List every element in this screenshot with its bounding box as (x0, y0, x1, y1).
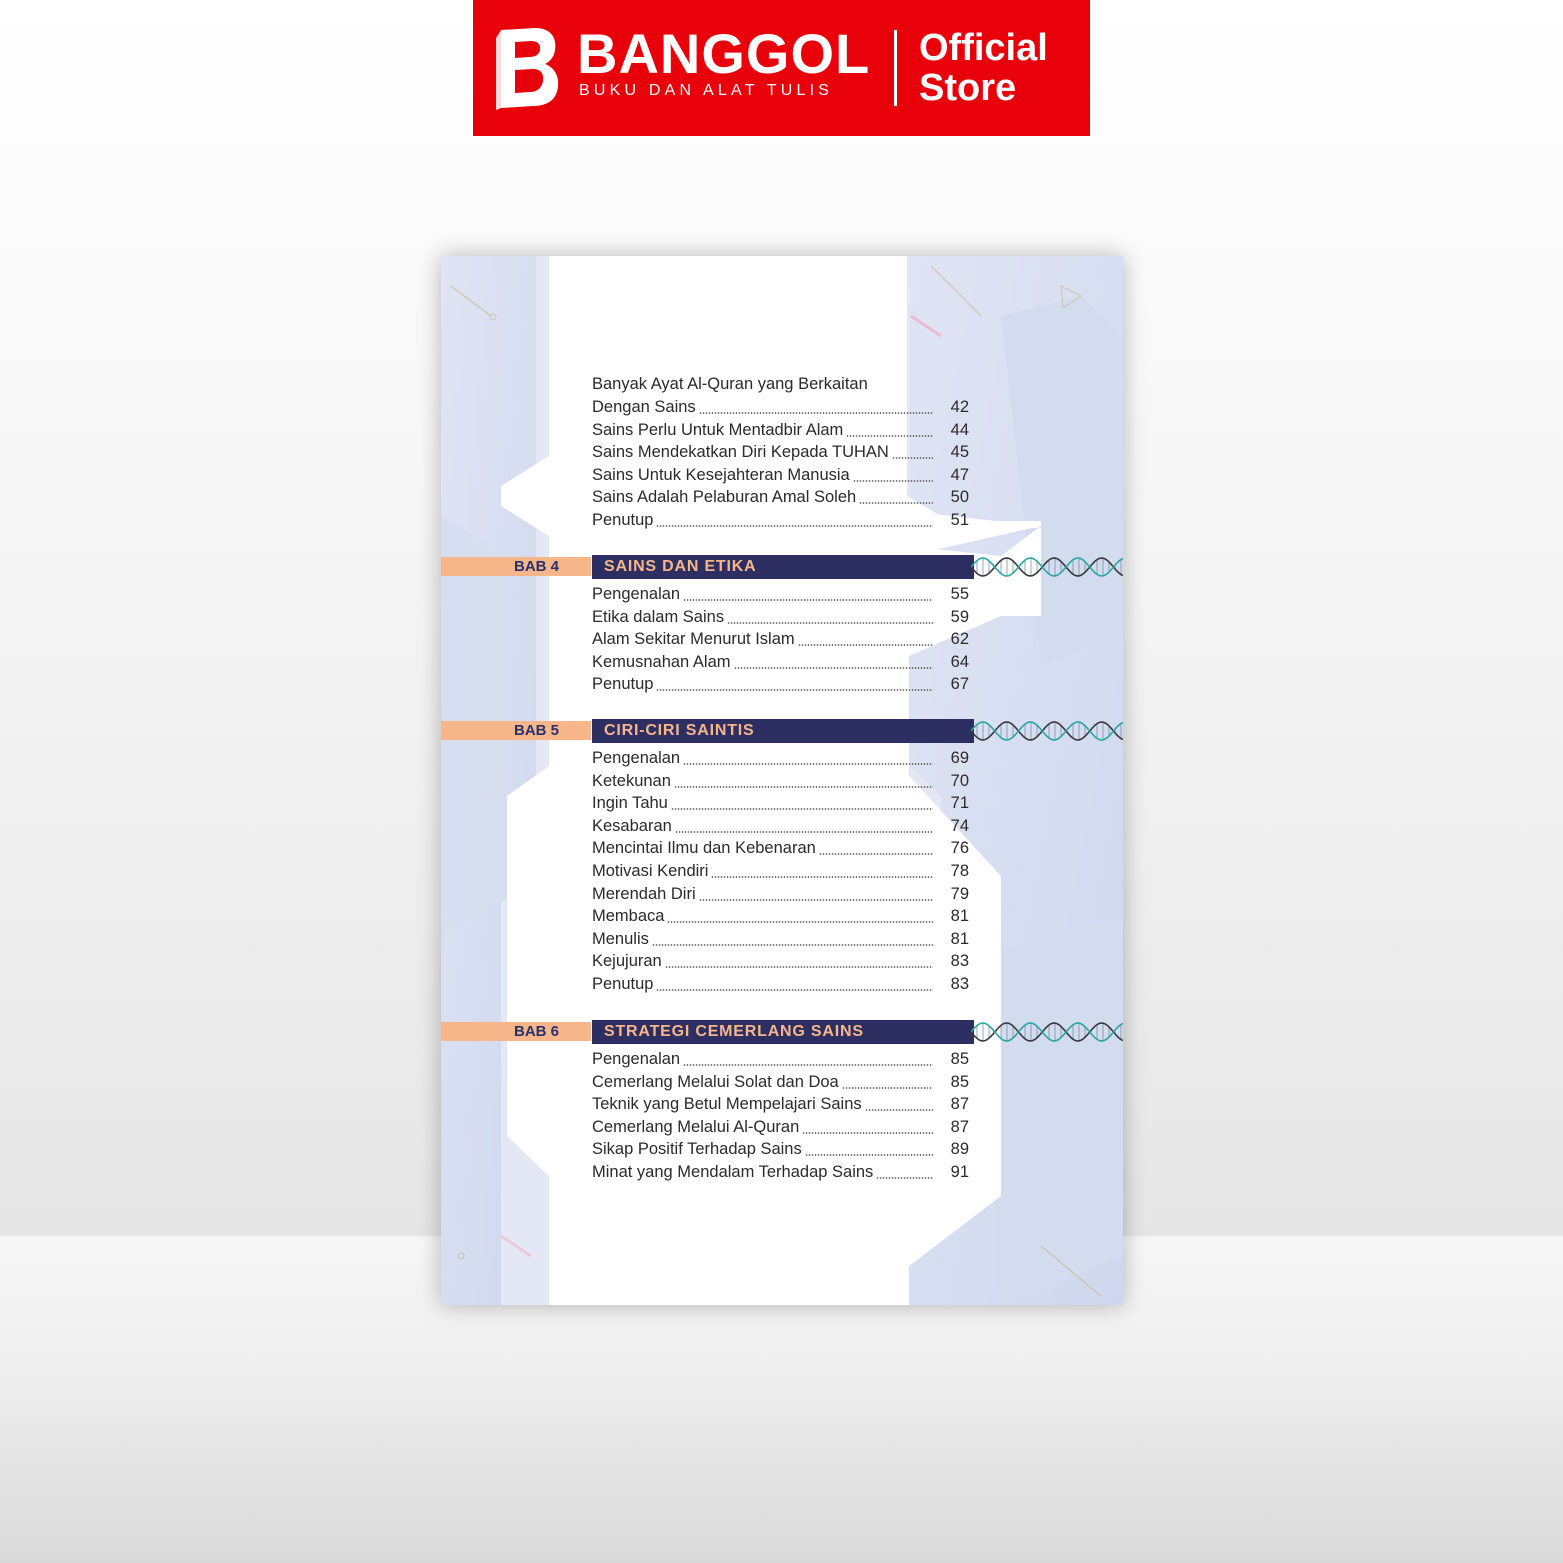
toc-leader-dots (699, 899, 933, 901)
toc-entry (592, 583, 969, 605)
toc-entry (592, 396, 969, 418)
toc-leader-dots (674, 786, 933, 788)
brand-banner (473, 0, 1090, 136)
toc-leader-dots (699, 412, 933, 414)
toc-leader-dots (652, 944, 933, 946)
toc-entry (592, 905, 969, 927)
toc-entry-title: Penutup (592, 675, 654, 694)
toc-leader-dots (727, 622, 933, 624)
toc-entry (592, 792, 969, 814)
dna-helix-icon (971, 555, 1123, 579)
toc-entry-page: 59 (950, 607, 969, 626)
toc-leader-dots (892, 457, 933, 459)
toc-leader-dots (656, 525, 933, 527)
toc-entry-page: 91 (950, 1163, 969, 1181)
dna-helix-icon (971, 719, 1123, 743)
store-line-2: Store (919, 67, 1017, 109)
toc-entry-page: 87 (950, 1095, 969, 1114)
chapter-title-text: SAINS DAN ETIKA (604, 558, 757, 575)
toc-entry (592, 1116, 969, 1138)
toc-entry-page: 47 (950, 465, 969, 484)
toc-entry (592, 1048, 969, 1070)
toc-entry (592, 1138, 969, 1160)
toc-entry (592, 509, 969, 531)
toc-entry-page: 71 (950, 794, 969, 813)
toc-entry-title: Cemerlang Melalui Solat dan Doa (592, 1072, 839, 1091)
toc-leader-dots (798, 644, 933, 646)
toc-entry-title: Merendah Diri (592, 884, 696, 903)
toc-entry (592, 651, 969, 673)
toc-entry-page: 70 (950, 771, 969, 790)
brand-tagline: BUKU DAN ALAT TULIS (579, 82, 834, 99)
chapter-header (441, 555, 1123, 579)
toc-entry-page: 64 (950, 652, 969, 671)
toc-entry-title: Pengenalan (592, 749, 681, 767)
toc-intro-heading: Banyak Ayat Al-Quran yang Berkaitan (592, 375, 868, 393)
toc-entry-page: 45 (950, 443, 969, 462)
toc-leader-dots (734, 667, 933, 669)
toc-leader-dots (805, 1154, 933, 1156)
toc-entry-page: 89 (950, 1140, 969, 1159)
toc-entry-title: Dengan Sains (592, 398, 696, 416)
toc-entry-title: Cemerlang Melalui Al-Quran (592, 1117, 800, 1136)
toc-entry (592, 486, 969, 508)
toc-entry (592, 606, 969, 628)
toc-entry-page: 67 (950, 675, 969, 694)
toc-entry-page: 85 (950, 1072, 969, 1091)
toc-entry-title: Penutup (592, 511, 654, 529)
toc-leader-dots (853, 480, 933, 482)
toc-leader-dots (819, 853, 933, 855)
toc-entry-page: 81 (950, 929, 969, 948)
toc-entry (592, 950, 969, 972)
toc-entry-title: Sains Perlu Untuk Mentadbir Alam (592, 420, 844, 439)
toc-entry (592, 770, 969, 792)
toc-leader-dots (671, 808, 933, 810)
toc-entry-title: Motivasi Kendiri (592, 862, 709, 880)
toc-entry (592, 441, 969, 463)
toc-entry-title: Alam Sekitar Menurut Islam (592, 630, 795, 649)
store-line-1: Official (919, 27, 1048, 69)
chapter-label (441, 1022, 591, 1041)
toc-entry (592, 747, 969, 769)
toc-entry (592, 673, 969, 695)
toc-entry-page: 87 (950, 1117, 969, 1136)
chapter-header (441, 719, 1123, 743)
toc-entry-title: Sikap Positif Terhadap Sains (592, 1140, 802, 1159)
chapter-title (592, 555, 974, 579)
toc-entry-page: 74 (950, 816, 969, 835)
toc-leader-dots (675, 831, 933, 833)
toc-leader-dots (859, 502, 933, 504)
chapter-title (592, 1020, 974, 1044)
toc-leader-dots (876, 1177, 933, 1179)
toc-entry-title: Mencintai Ilmu dan Kebenaran (592, 839, 816, 858)
toc-leader-dots (683, 599, 933, 601)
toc-entry-page: 83 (950, 975, 969, 993)
toc-entry-title: Minat yang Mendalam Terhadap Sains (592, 1163, 874, 1181)
toc-leader-dots (842, 1087, 933, 1089)
toc-entry (592, 464, 969, 486)
toc-entry-title: Membaca (592, 907, 665, 926)
toc-entry-title: Sains Adalah Pelaburan Amal Soleh (592, 488, 857, 507)
banggol-logo-icon (495, 26, 561, 110)
toc-entry-page: 55 (950, 585, 969, 603)
toc-entry-title: Pengenalan (592, 1050, 681, 1068)
toc-entry (592, 837, 969, 859)
brand-name: BANGGOL (577, 22, 871, 85)
toc-entry-title: Etika dalam Sains (592, 607, 725, 626)
toc-entry (592, 419, 969, 441)
toc-entry (592, 1161, 969, 1183)
toc-leader-dots (711, 876, 933, 878)
dna-helix-icon (971, 1020, 1123, 1044)
toc-leader-dots (656, 989, 933, 991)
toc-entry-page: 44 (950, 420, 969, 439)
toc-leader-dots (667, 921, 933, 923)
chapter-title-text: STRATEGI CEMERLANG SAINS (604, 1023, 864, 1040)
official-store-label (919, 28, 1048, 108)
toc-entry (592, 860, 969, 882)
toc-entry (592, 1071, 969, 1093)
toc-leader-dots (865, 1109, 933, 1111)
toc-entry (592, 628, 969, 650)
book-page (441, 256, 1123, 1305)
chapter-header (441, 1020, 1123, 1044)
toc-entry-title: Penutup (592, 975, 654, 993)
toc-leader-dots (846, 435, 933, 437)
toc-leader-dots (683, 763, 933, 765)
chapter-title-text: CIRI-CIRI SAINTIS (604, 722, 755, 739)
toc-entry-page: 85 (950, 1050, 969, 1068)
toc-entry-title: Ketekunan (592, 771, 671, 790)
toc-entry-title: Kemusnahan Alam (592, 652, 731, 671)
chapter-label (441, 557, 591, 576)
toc-entry-title: Sains Untuk Kesejahteran Manusia (592, 465, 850, 484)
toc-leader-dots (656, 689, 933, 691)
toc-entry-title: Teknik yang Betul Mempelajari Sains (592, 1095, 862, 1114)
toc-leader-dots (683, 1064, 933, 1066)
toc-entry-page: 42 (950, 398, 969, 416)
toc-entry-page: 76 (950, 839, 969, 858)
toc-entry-page: 51 (950, 511, 969, 529)
toc-entry (592, 883, 969, 905)
toc-entry-page: 83 (950, 952, 969, 971)
toc-entry-page: 78 (950, 862, 969, 880)
chapter-label-text: BAB 6 (514, 1023, 560, 1040)
toc-entry-title: Kejujuran (592, 952, 662, 971)
chapter-label (441, 721, 591, 740)
toc-entry-page: 62 (950, 630, 969, 649)
table-of-contents (441, 256, 1123, 1305)
toc-entry-page: 69 (950, 749, 969, 767)
toc-entry-title: Pengenalan (592, 585, 681, 603)
banner-divider (894, 30, 897, 106)
chapter-label-text: BAB 4 (514, 558, 560, 575)
toc-entry-title: Sains Mendekatkan Diri Kepada TUHAN (592, 443, 889, 462)
toc-entry-title: Menulis (592, 929, 649, 948)
chapter-title (592, 719, 974, 743)
toc-entry-title: Kesabaran (592, 816, 672, 835)
toc-entry-page: 81 (950, 907, 969, 926)
toc-entry-title: Ingin Tahu (592, 794, 668, 813)
toc-entry (592, 973, 969, 995)
toc-leader-dots (665, 966, 933, 968)
toc-entry (592, 1093, 969, 1115)
toc-entry (592, 928, 969, 950)
toc-entry-page: 79 (950, 884, 969, 903)
toc-leader-dots (802, 1132, 933, 1134)
chapter-label-text: BAB 5 (514, 722, 560, 739)
toc-entry-page: 50 (950, 488, 969, 507)
toc-entry (592, 815, 969, 837)
